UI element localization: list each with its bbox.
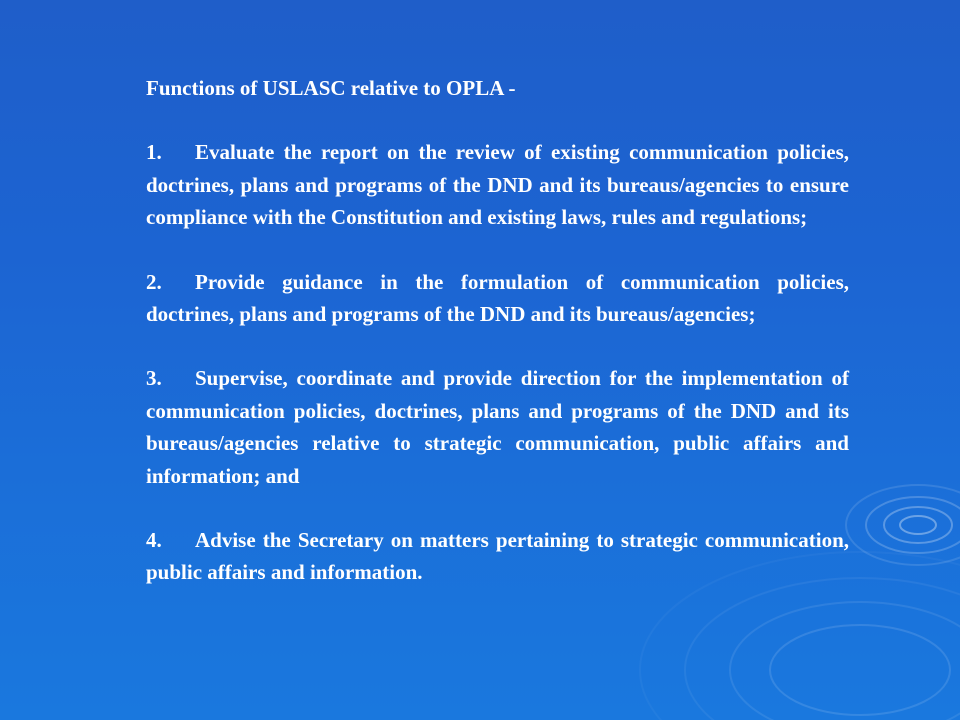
item-text: Evaluate the report on the review of existing communication policies, doctrines, plans and programs of the DND and its bureaus/agencies to ensure compliance with the Constitution and existing laws, rules and regulations; [146, 140, 849, 230]
function-item-3 [146, 362, 849, 492]
item-number: 3. [146, 366, 162, 391]
function-item-1 [146, 136, 849, 233]
item-number: 1. [146, 140, 162, 165]
slide-title: Functions of USLASC relative to OPLA - [146, 76, 516, 100]
function-item-4 [146, 524, 849, 589]
function-item-2 [146, 266, 849, 331]
item-number: 2. [146, 269, 162, 294]
slide-content [146, 72, 849, 589]
item-text: Advise the Secretary on matters pertaining to strategic communication, public affairs and information. [146, 528, 849, 585]
item-text: Provide guidance in the formulation of communication policies, doctrines, plans and programs of the DND and its bureaus/agencies; [146, 269, 849, 327]
item-number: 4. [146, 528, 162, 553]
item-text: Supervise, coordinate and provide direction for the implementation of communication policies, doctrines, plans and programs of the DND and its bureaus/agencies relative to strategic communication, public affairs and information; and [146, 366, 849, 488]
